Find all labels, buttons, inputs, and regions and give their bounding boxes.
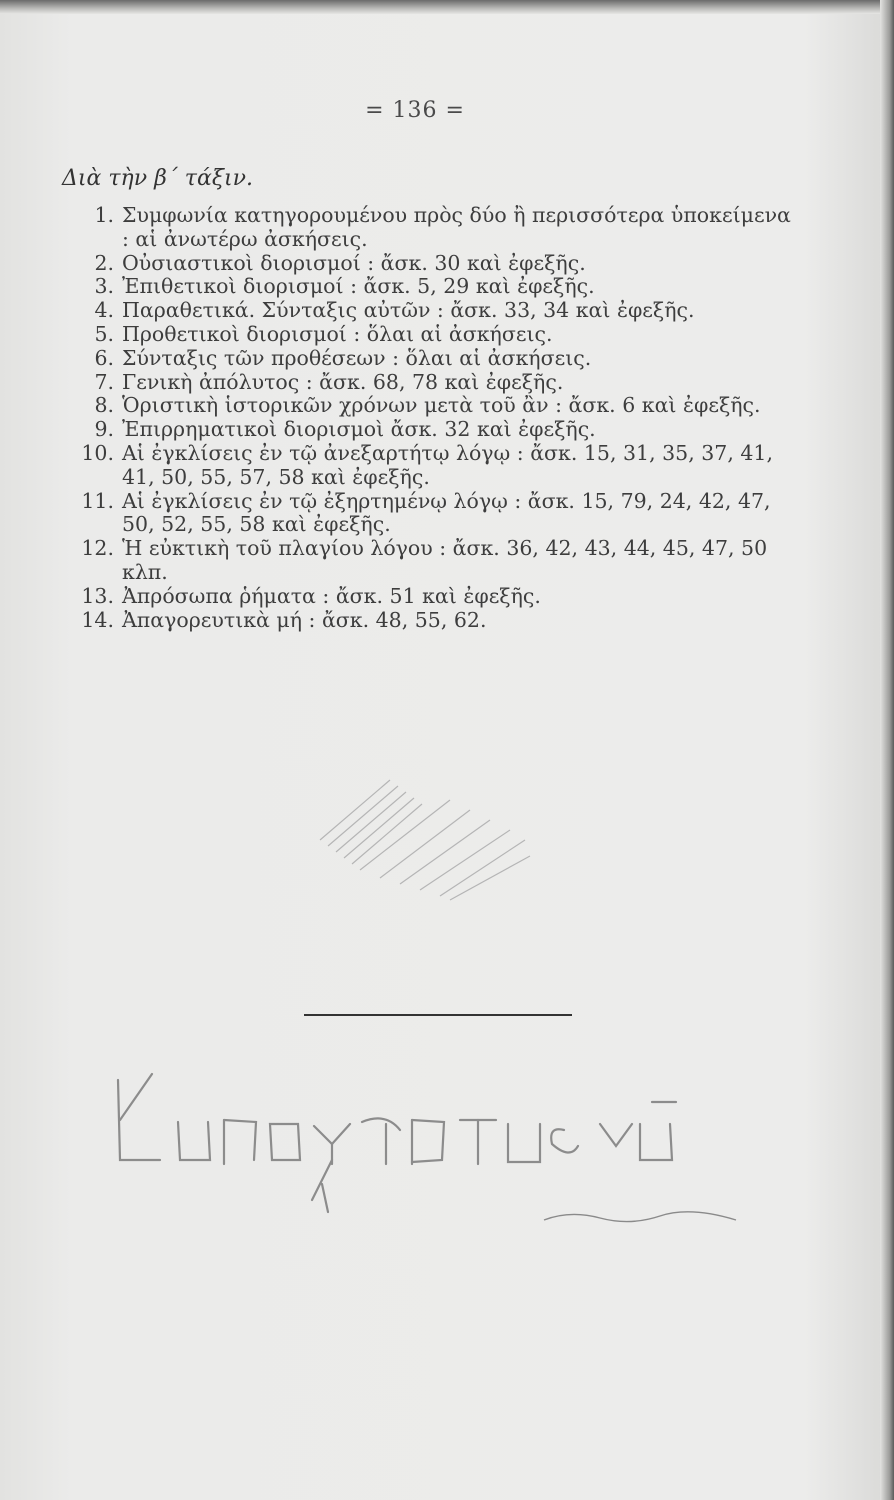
page-number: = 136 = xyxy=(365,98,465,123)
item-number: 8. xyxy=(94,393,114,418)
list-item xyxy=(62,418,802,442)
list-item xyxy=(62,442,802,490)
item-text: Γενικὴ ἀπόλυτος : ἄσκ. 68, 78 καὶ ἐφεξῆς. xyxy=(122,369,564,394)
list-item xyxy=(62,394,802,418)
list-item xyxy=(62,323,802,347)
item-text: Ἀπρόσωπα ῥήματα : ἄσκ. 51 καὶ ἐφεξῆς. xyxy=(122,583,541,608)
scan-right-edge xyxy=(880,0,894,1500)
section-title: Διὰ τὴν β΄ τάξιν. xyxy=(62,166,253,191)
list-item xyxy=(62,585,802,609)
item-number: 5. xyxy=(94,321,114,346)
list-item xyxy=(62,609,802,633)
item-text: Ἐπιθετικοὶ διορισμοί : ἄσκ. 5, 29 καὶ ἐφεξῆς. xyxy=(122,274,595,299)
horizontal-rule xyxy=(304,1014,572,1016)
item-number: 13. xyxy=(81,583,114,608)
item-text: Συμφωνία κατηγορουμένου πρὸς δύο ἢ περισσότερα ὑποκείμενα : αἱ ἀνωτέρω ἀσκήσεις. xyxy=(122,203,791,251)
exercise-list xyxy=(62,204,802,632)
list-item xyxy=(62,537,802,585)
item-number: 3. xyxy=(94,274,114,299)
item-number: 4. xyxy=(94,298,114,323)
item-number: 11. xyxy=(81,488,114,513)
item-text: Προθετικοὶ διορισμοί : ὅλαι αἱ ἀσκήσεις. xyxy=(122,321,553,346)
item-text: Παραθετικά. Σύνταξις αὐτῶν : ἄσκ. 33, 34 καὶ ἐφεξῆς. xyxy=(122,298,695,323)
item-text: Ἀπαγορευτικὰ μή : ἄσκ. 48, 55, 62. xyxy=(122,607,487,632)
item-number: 10. xyxy=(81,440,114,465)
item-text: Ἡ εὐκτικὴ τοῦ πλαγίου λόγου : ἄσκ. 36, 42, 43, 44, 45, 47, 50 κλπ. xyxy=(122,536,768,584)
item-number: 14. xyxy=(81,607,114,632)
item-text: Ἐπιρρηματικοὶ διορισμοὶ ἄσκ. 32 καὶ ἐφεξῆς. xyxy=(122,417,596,442)
list-item xyxy=(62,204,802,252)
item-number: 7. xyxy=(94,369,114,394)
item-number: 6. xyxy=(94,345,114,370)
item-number: 1. xyxy=(94,203,114,227)
scan-top-edge xyxy=(0,0,894,14)
signature-drawing xyxy=(100,1060,700,1220)
item-text: Ὁριστικὴ ἱστορικῶν χρόνων μετὰ τοῦ ἂν : ἄσκ. 6 καὶ ἐφεξῆς. xyxy=(122,393,761,418)
list-item xyxy=(62,371,802,395)
item-text: Οὐσιαστικοὶ διορισμοί : ἄσκ. 30 καὶ ἐφεξῆς. xyxy=(122,250,586,275)
list-item xyxy=(62,490,802,538)
item-number: 9. xyxy=(94,417,114,442)
item-text: Αἱ ἐγκλίσεις ἐν τῷ ἐξηρτημένῳ λόγῳ : ἄσκ. 15, 79, 24, 42, 47, 50, 52, 55, 58 καὶ ἐφεξῆς. xyxy=(122,488,771,537)
item-number: 12. xyxy=(81,536,114,561)
item-text: Σύνταξις τῶν προθέσεων : ὅλαι αἱ ἀσκήσεις. xyxy=(122,345,592,370)
list-item xyxy=(62,275,802,299)
pencil-squiggle xyxy=(540,1200,740,1240)
list-item xyxy=(62,252,802,276)
list-item xyxy=(62,347,802,371)
pencil-hatching xyxy=(300,760,540,910)
list-item xyxy=(62,299,802,323)
item-number: 2. xyxy=(94,250,114,275)
item-text: Αἱ ἐγκλίσεις ἐν τῷ ἀνεξαρτήτῳ λόγῳ : ἄσκ. 15, 31, 35, 37, 41, 41, 50, 55, 57, 58 καὶ ἐφεξῆς. xyxy=(122,440,773,489)
